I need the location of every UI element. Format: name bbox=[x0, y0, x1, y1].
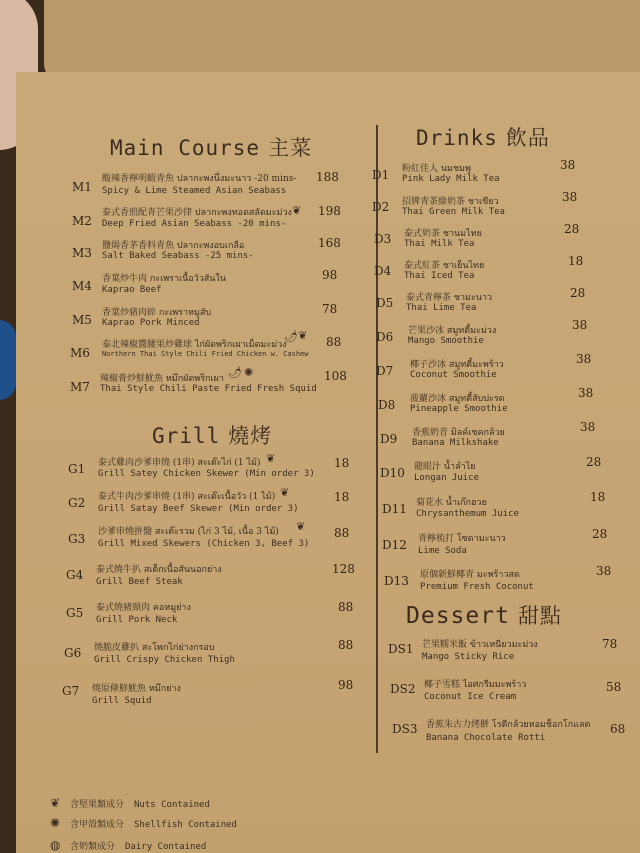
legend-label-zh: 含奶類成分 bbox=[70, 842, 116, 852]
item-name-en: Kaprao Pork Minced bbox=[102, 318, 200, 328]
item-name-en: Mango Smoothie bbox=[408, 336, 484, 346]
item-name-en: Grill Satey Chicken Skewer (Min order 3) bbox=[98, 469, 315, 479]
item-name-local: 燒脆皮雞扒 สะโพกไก่ย่างกรอบ bbox=[94, 643, 215, 653]
item-price: 38 bbox=[578, 386, 594, 400]
item-code: G6 bbox=[64, 646, 82, 660]
item-price: 28 bbox=[592, 527, 608, 541]
main-course-title-en: Main Course bbox=[110, 136, 261, 160]
item-code: M3 bbox=[72, 246, 92, 260]
item-code: G3 bbox=[68, 532, 86, 546]
item-code: D13 bbox=[384, 574, 409, 588]
item-code: G7 bbox=[62, 684, 80, 698]
item-name-local: 青檸梳打 โซดามะนาว bbox=[418, 534, 506, 544]
dessert-title-zh: 甜點 bbox=[517, 604, 562, 628]
item-price: 168 bbox=[318, 236, 341, 250]
item-code: D11 bbox=[382, 502, 407, 516]
legend-label-zh: 含堅果類成分 bbox=[70, 800, 125, 810]
shellfish-icon: ✺ bbox=[244, 366, 254, 379]
item-name-local: 菊花水 น้ำเก๊กฮวย bbox=[416, 498, 487, 508]
legend-label-en: Dairy Contained bbox=[125, 842, 207, 852]
item-name-local: 椰子雪糕 ไอศกรีมมะพร้าว bbox=[424, 680, 527, 690]
item-name-local: 招牌青茶綠奶茶 ชาเขียว bbox=[402, 197, 499, 207]
item-code: G4 bbox=[66, 568, 84, 582]
item-price: 88 bbox=[326, 335, 342, 349]
item-name-en: Banana Milkshake bbox=[412, 438, 499, 448]
item-name-local: 香葉炒牛肉 กะเพราเนื้อวัวสันใน bbox=[102, 274, 226, 284]
item-name-en: Pink Lady Milk Tea bbox=[402, 174, 500, 184]
item-name-en: Thai Style Chili Paste Fried Fresh Squid bbox=[100, 384, 317, 394]
item-name-en: Thai Iced Tea bbox=[404, 271, 475, 281]
grill-title-en: Grill bbox=[152, 424, 221, 448]
item-name-en: Grill Beef Steak bbox=[96, 577, 183, 587]
legend-nuts bbox=[50, 792, 210, 808]
nuts-icon: ❦ bbox=[292, 204, 302, 217]
item-price: 38 bbox=[576, 352, 592, 366]
item-name-local: 菠蘿沙冰 สมูทตี้สับปะรด bbox=[410, 394, 505, 404]
chili-icon: 🌶 bbox=[284, 330, 298, 343]
item-code: M4 bbox=[72, 279, 92, 293]
item-name-local: 泰式牛肉沙爹串燒 (1串) สะเต๊ะเนื้อวัว (1 ไม้) bbox=[98, 492, 276, 502]
item-price: 18 bbox=[590, 490, 606, 504]
item-name-en: Northern Thai Style Chili Fried Chicken w. Cashew bbox=[102, 350, 309, 358]
item-name-local: 香蕉朱古力烤餅 โรตีกล้วยหอมช็อกโกแลต bbox=[426, 720, 591, 730]
legend-label-en: Nuts Contained bbox=[134, 800, 210, 810]
item-code: D7 bbox=[376, 364, 394, 378]
nuts-icon: ❦ bbox=[266, 452, 276, 465]
item-code: G5 bbox=[66, 606, 84, 620]
nuts-icon: ❦ bbox=[50, 796, 61, 810]
item-price: 108 bbox=[324, 369, 347, 383]
item-name-en: Grill Mixed Skewers (Chicken 3, Beef 3) bbox=[98, 539, 310, 549]
item-code: M1 bbox=[72, 180, 92, 194]
item-price: 28 bbox=[586, 455, 602, 469]
item-name-en: Lime Soda bbox=[418, 546, 467, 556]
item-price: 188 bbox=[316, 170, 339, 184]
item-name-local: 泰式紅茶 ชาเย็นไทย bbox=[404, 261, 485, 271]
item-name-local: 原個新鮮椰青 มะพร้าวสด bbox=[420, 570, 520, 580]
main-course-title-zh: 主菜 bbox=[268, 136, 313, 160]
item-name-en: Mango Sticky Rice bbox=[422, 652, 515, 662]
item-price: 38 bbox=[562, 190, 578, 204]
shellfish-icon: ✺ bbox=[50, 816, 61, 830]
item-name-en: Grill Pork Neck bbox=[96, 615, 178, 625]
item-price: 18 bbox=[334, 456, 350, 470]
item-name-local: 辣椒膏炒鮮魷魚 หมึกผัดพริกเผา bbox=[100, 374, 224, 384]
item-code: DS2 bbox=[390, 682, 416, 696]
dessert-title-en: Dessert bbox=[406, 603, 510, 629]
item-name-local: 香蕉奶昔 มิลค์เชคกล้วย bbox=[412, 428, 505, 438]
item-name-local: 龍眼汁 น้ำลำไย bbox=[414, 462, 476, 472]
legend-label-zh: 含甲殼類成分 bbox=[70, 820, 125, 830]
item-price: 78 bbox=[602, 637, 618, 651]
item-code: M2 bbox=[72, 214, 92, 228]
item-price: 98 bbox=[322, 268, 338, 282]
item-code: M5 bbox=[72, 313, 92, 327]
item-price: 28 bbox=[564, 222, 580, 236]
item-name-en: Spicy & Lime Steamed Asian Seabass bbox=[102, 186, 287, 196]
item-price: 38 bbox=[596, 564, 612, 578]
item-name-en: Thai Milk Tea bbox=[404, 239, 475, 249]
item-code: DS3 bbox=[392, 722, 418, 736]
blue-object bbox=[0, 320, 16, 400]
item-price: 18 bbox=[334, 490, 350, 504]
item-code: D2 bbox=[372, 200, 390, 214]
item-price: 28 bbox=[570, 286, 586, 300]
chili-icon: 🌶 bbox=[228, 366, 242, 379]
item-name-local: 鹽焗香茅香料青魚 ปลากะพงอบเกลือ bbox=[102, 241, 245, 251]
dessert-heading bbox=[406, 600, 562, 630]
item-price: 38 bbox=[572, 318, 588, 332]
item-price: 88 bbox=[334, 526, 350, 540]
nuts-icon: ❦ bbox=[296, 520, 306, 533]
item-name-local: 泰式奶茶 ชานมไทย bbox=[404, 229, 482, 239]
item-name-local: 椰子沙冰 สมูทตี้มะพร้าว bbox=[410, 360, 504, 370]
item-code: DS1 bbox=[388, 642, 414, 656]
item-price: 98 bbox=[338, 678, 354, 692]
item-name-local: 燒原條鮮魷魚 หมึกย่าง bbox=[92, 684, 181, 694]
drinks-heading bbox=[416, 122, 550, 152]
item-name-local: 泰式燒豬頸肉 คอหมูย่าง bbox=[96, 603, 191, 613]
item-name-local: 泰北辣椒醬腰果炒雞球 ไก่ผัดพริกเผาเม็ดมะม่วง bbox=[102, 340, 287, 350]
item-price: 78 bbox=[322, 302, 338, 316]
item-code: M6 bbox=[70, 346, 90, 360]
item-price: 128 bbox=[332, 562, 355, 576]
legend-shellfish bbox=[50, 812, 237, 828]
column-divider bbox=[376, 125, 378, 753]
item-name-local: 芒果糯米飯 ข้าวเหนียวมะม่วง bbox=[422, 640, 538, 650]
item-name-local: 香葉炒豬肉碎 กะเพราหมูสับ bbox=[102, 308, 212, 318]
item-code: M7 bbox=[70, 380, 90, 394]
item-name-en: Longan Juice bbox=[414, 473, 480, 483]
item-code: D8 bbox=[378, 398, 396, 412]
item-name-local: 酸辣香檸明蝦青魚 ปลากะพงนึ่งมะนาว -20 mins- bbox=[102, 174, 297, 184]
item-price: 38 bbox=[580, 420, 596, 434]
item-name-en: Pineapple Smoothie bbox=[410, 404, 508, 414]
item-name-en: Coconut Smoothie bbox=[410, 370, 497, 380]
item-name-local: 泰式香煎配青芒果沙律 ปลากะพงทอดสลัดมะม่วง bbox=[102, 208, 292, 218]
item-name-en: Banana Chocolate Rotti bbox=[426, 733, 546, 743]
item-name-en: Kaprao Beef bbox=[102, 285, 162, 295]
nuts-icon: ❦ bbox=[298, 329, 308, 342]
item-price: 88 bbox=[338, 638, 354, 652]
previous-menu-page bbox=[44, 0, 640, 82]
item-price: 198 bbox=[318, 204, 341, 218]
main-course-heading bbox=[110, 132, 312, 162]
dairy-icon: ◍ bbox=[50, 838, 61, 852]
item-code: D3 bbox=[374, 232, 392, 246]
item-name-local: 泰式青檸茶 ชามะนาว bbox=[406, 293, 493, 303]
item-name-en: Grill Satay Beef Skewer (Min order 3) bbox=[98, 504, 299, 514]
grill-title-zh: 燒烤 bbox=[228, 424, 273, 448]
item-name-en: Coconut Ice Cream bbox=[424, 692, 517, 702]
item-name-en: Chrysanthemum Juice bbox=[416, 509, 519, 519]
drinks-title-en: Drinks bbox=[416, 126, 498, 150]
item-name-local: 泰式燒牛扒 สเต็กเนื้อสันนอกย่าง bbox=[96, 565, 222, 575]
item-name-local: 芒果沙冰 สมูทตี้มะม่วง bbox=[408, 326, 497, 336]
item-code: D4 bbox=[374, 264, 392, 278]
drinks-title-zh: 飲品 bbox=[505, 126, 550, 150]
item-name-local: 沙爹串燒拼盤 สะเต๊ะรวม (ไก่ 3 ไม้, เนื้อ 3 ไม้) bbox=[98, 527, 279, 537]
item-code: D10 bbox=[380, 466, 405, 480]
item-name-en: Premium Fresh Coconut bbox=[420, 582, 534, 592]
item-price: 38 bbox=[560, 158, 576, 172]
item-name-en: Grill Squid bbox=[92, 696, 152, 706]
item-code: D9 bbox=[380, 432, 398, 446]
item-name-local: 粉紅佳人 นมชมพู bbox=[402, 164, 471, 174]
item-code: D6 bbox=[376, 330, 394, 344]
item-price: 68 bbox=[610, 722, 626, 736]
item-name-en: Thai Lime Tea bbox=[406, 303, 477, 313]
legend-dairy bbox=[50, 834, 206, 850]
item-name-en: Thai Green Milk Tea bbox=[402, 207, 505, 217]
item-code: D5 bbox=[376, 296, 394, 310]
item-code: D1 bbox=[372, 168, 390, 182]
item-code: G1 bbox=[68, 462, 86, 476]
item-name-en: Salt Baked Seabass -25 mins- bbox=[102, 251, 254, 261]
item-code: G2 bbox=[68, 496, 86, 510]
item-price: 58 bbox=[606, 680, 622, 694]
nuts-icon: ❦ bbox=[280, 486, 290, 499]
legend-label-en: Shellfish Contained bbox=[134, 820, 237, 830]
item-name-local: 泰式雞肉沙爹串燒 (1串) สะเต๊ะไก่ (1 ไม้) bbox=[98, 458, 261, 468]
item-code: D12 bbox=[382, 538, 407, 552]
item-price: 88 bbox=[338, 600, 354, 614]
grill-heading bbox=[152, 420, 272, 450]
item-name-en: Grill Crispy Chicken Thigh bbox=[94, 655, 235, 665]
item-name-en: Deep Fried Asian Seabass -20 mins- bbox=[102, 219, 287, 229]
item-price: 18 bbox=[568, 254, 584, 268]
